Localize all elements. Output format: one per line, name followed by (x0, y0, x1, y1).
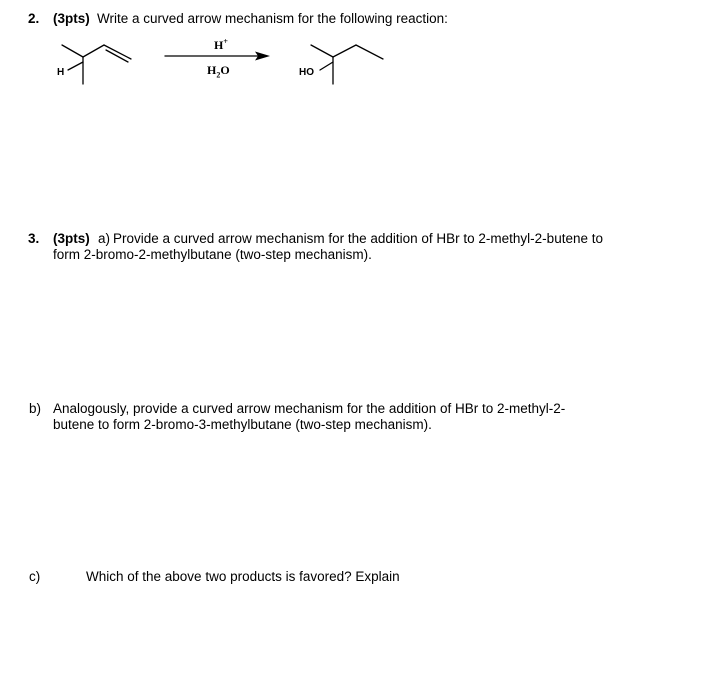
reagent-bottom (207, 62, 230, 83)
q3b-prefix: b) (29, 401, 42, 416)
q2-points: (3pts) (53, 11, 90, 26)
reagent-o: O (220, 63, 230, 77)
q3a-line1: Provide a curved arrow mechanism for the addition of HBr to 2-methyl-2-butene to (113, 231, 603, 246)
reactant-h-label: H (57, 67, 65, 78)
reagent-top (214, 34, 228, 53)
reagent-sub-2: 2 (216, 70, 221, 80)
reagent-h: H (214, 38, 224, 52)
q3b-line2: butene to form 2-bromo-3-methylbutane (two-step mechanism). (53, 417, 432, 432)
q2-number: 2. (28, 11, 40, 26)
product-structure (311, 45, 383, 84)
q3-number: 3. (28, 231, 40, 246)
q3-points: (3pts) (53, 231, 90, 246)
q3c-prefix: c) (29, 569, 41, 584)
q3b-line1: Analogously, provide a curved arrow mechanism for the addition of HBr to 2-methyl-2- (53, 401, 566, 416)
product-ho-label: HO (299, 67, 314, 78)
q2-prompt: Write a curved arrow mechanism for the following reaction: (97, 11, 448, 26)
reagent-plus: + (223, 37, 228, 46)
q3a-line2: form 2-bromo-2-methylbutane (two-step mechanism). (53, 247, 372, 262)
reactant-structure (62, 45, 131, 84)
q3c-text: Which of the above two products is favored? Explain (86, 569, 400, 584)
reagent-h2: H (207, 63, 217, 77)
q3a-prefix: a) (98, 231, 111, 246)
